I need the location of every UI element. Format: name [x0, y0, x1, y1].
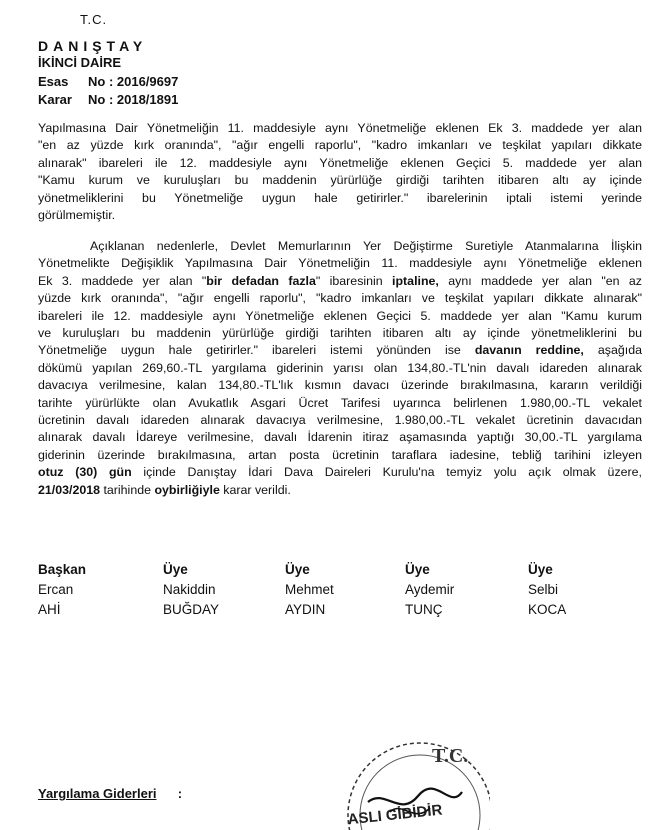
- costs-footer: [38, 786, 182, 801]
- signature-role: Üye: [285, 562, 310, 577]
- text-line: ve kuruluşları bu maddenin yürürlüğe girdiği tarihten itibaren altı ay içinde yönetmeliklerini bu: [38, 326, 642, 341]
- text-line: alınarak davalı İdareye verilmesine, davalı İdarenin itiraz aşamasında yaptığı 30,00.-TL yargılama: [38, 430, 642, 445]
- stamp-ring-text: ASLI GİBİDİR: [346, 801, 444, 829]
- signature-first-name: Mehmet: [285, 582, 334, 597]
- text-line: yüzde kırk oranında", "ağır engelli raporlu", "kadro imkanları ve teşkilat yapıları dikkate alınarak": [38, 291, 642, 306]
- text-line: Yönetmelikte Değişiklik Yapılmasına Dair Yönetmeliğin 11. maddesiyle aynı Yönetmeliğe eklenen: [38, 256, 642, 271]
- bold-segment: iptaline,: [392, 273, 439, 288]
- signature-role: Üye: [405, 562, 430, 577]
- signature-block-member: [285, 560, 334, 620]
- text-line: Yapılmasına Dair Yönetmeliğin 11. maddesiyle aynı Yönetmeliğe eklenen Ek 3. maddede yer alan: [38, 121, 642, 135]
- text-line: giderinin üzerinde bırakılmasına, artan posta ücretinin taraflara iadesine, tebliğ tarihini izleyen: [38, 447, 642, 462]
- signature-first-name: Nakiddin: [163, 582, 216, 597]
- signature-last-name: TUNÇ: [405, 602, 443, 617]
- paragraph-2: [38, 238, 642, 499]
- bold-segment: otuz (30) gün: [38, 465, 132, 480]
- signature-last-name: AYDIN: [285, 602, 326, 617]
- text-line: ücretinin davalı idareden alınarak davacıya verilmesine, 1.980,00.-TL vekalet ücretinin davacıdan: [38, 413, 642, 428]
- text-line: ibareleri ile 12. maddesiyle aynı Yönetmeliğe eklenen Geçici 5. maddede yer alan "Kamu kurum: [38, 308, 642, 323]
- text-line: Açıklanan nedenlerle, Devlet Memurlarının Yer Değiştirme Suretiyle Atanmalarına İlişkin: [90, 239, 642, 253]
- text-line: "en az yüzde kırk oranında", "ağır engelli raporlu", "kadro imkanları ve teşkilat yapıları dikkate: [38, 138, 642, 153]
- text-segment: içinde Danıştay İdari Dava Daireleri Kurulu'na temyiz yolu açık olmak üzere,: [131, 465, 642, 480]
- signature-role: Üye: [528, 562, 553, 577]
- signature-block-member: [405, 560, 454, 620]
- signature-block-member: [528, 560, 566, 620]
- signature-scribble-icon: [368, 789, 462, 805]
- text-line: [38, 273, 642, 290]
- stamp-text: T.C.: [432, 745, 469, 767]
- costs-label: Yargılama Giderleri: [38, 786, 157, 801]
- signature-block-president: [38, 560, 86, 620]
- bold-segment: oybirliğiyle: [154, 482, 220, 497]
- text-segment: " ibaresinin: [315, 273, 393, 288]
- paragraph-1: [38, 120, 642, 224]
- text-line: davacıya verilmesine, kalan 134,80.-TL'lık kısmın davacı üzerinde bırakılmasına, kararın verildiği: [38, 378, 642, 393]
- esas-row: [38, 74, 178, 89]
- text-line: "Kamu kurum ve kuruluşları bu maddenin yürürlüğe girdiği tarihten itibaren altı ay içinde: [38, 173, 642, 188]
- signature-first-name: Selbi: [528, 582, 559, 597]
- text-line: alınarak" ibareleri ile 12. maddesiyle aynı Yönetmeliğe eklenen Geçici 5. maddede yer alan: [38, 155, 642, 170]
- text-line: yönetmeliklerini bu Yönetmeliğe uygun hale getirirler." ibarelerinin iptali istemi yerinde: [38, 190, 642, 205]
- signature-first-name: Ercan: [38, 582, 74, 597]
- text-line: [38, 482, 642, 499]
- signature-role: Üye: [163, 562, 188, 577]
- esas-number: No : 2016/9697: [88, 74, 179, 89]
- text-line: tarihte yürürlükte olan Avukatlık Asgari Ücret Tarifesi uyarınca belirlenen 1.980,00.-TL vekalet: [38, 395, 642, 410]
- signature-role: Başkan: [38, 562, 87, 577]
- text-segment: aşağıda: [583, 343, 642, 358]
- karar-number: No : 2018/1891: [88, 92, 179, 107]
- tc-label: T.C.: [80, 12, 108, 27]
- text-line: [38, 464, 642, 481]
- text-segment: aynı maddede yer alan "en az: [438, 273, 642, 288]
- text-segment: karar verildi.: [219, 482, 291, 497]
- signature-last-name: BUĞDAY: [163, 602, 220, 617]
- court-name: DANIŞTAY: [38, 38, 148, 54]
- esas-label: Esas: [38, 74, 69, 89]
- signature-last-name: KOCA: [528, 602, 567, 617]
- text-line: dökümü yapılan 269,60.-TL yargılama giderinin yarısı olan 134,80.-TL'nin davalı idareden alınarak: [38, 360, 642, 375]
- karar-row: [38, 92, 178, 107]
- signature-block-member: [163, 560, 219, 620]
- bold-segment: bir defadan fazla: [206, 273, 316, 288]
- text-segment: tarihinde: [100, 482, 155, 497]
- text-line: görülmemiştir.: [38, 208, 116, 223]
- text-line: [38, 342, 642, 359]
- bold-segment: davanın reddine,: [474, 343, 584, 358]
- karar-label: Karar: [38, 92, 72, 107]
- text-segment: Yönetmeliğe uygun hale getirirler." ibareleri istemi yönünden ise: [38, 343, 475, 358]
- signature-first-name: Aydemir: [405, 582, 455, 597]
- bold-segment: 21/03/2018: [38, 482, 101, 497]
- text-segment: Ek 3. maddede yer alan ": [38, 273, 207, 288]
- official-stamp-icon: [330, 700, 490, 830]
- signature-last-name: AHİ: [38, 602, 61, 617]
- costs-colon: :: [177, 786, 183, 801]
- chamber-name: İKİNCİ DAİRE: [38, 55, 122, 70]
